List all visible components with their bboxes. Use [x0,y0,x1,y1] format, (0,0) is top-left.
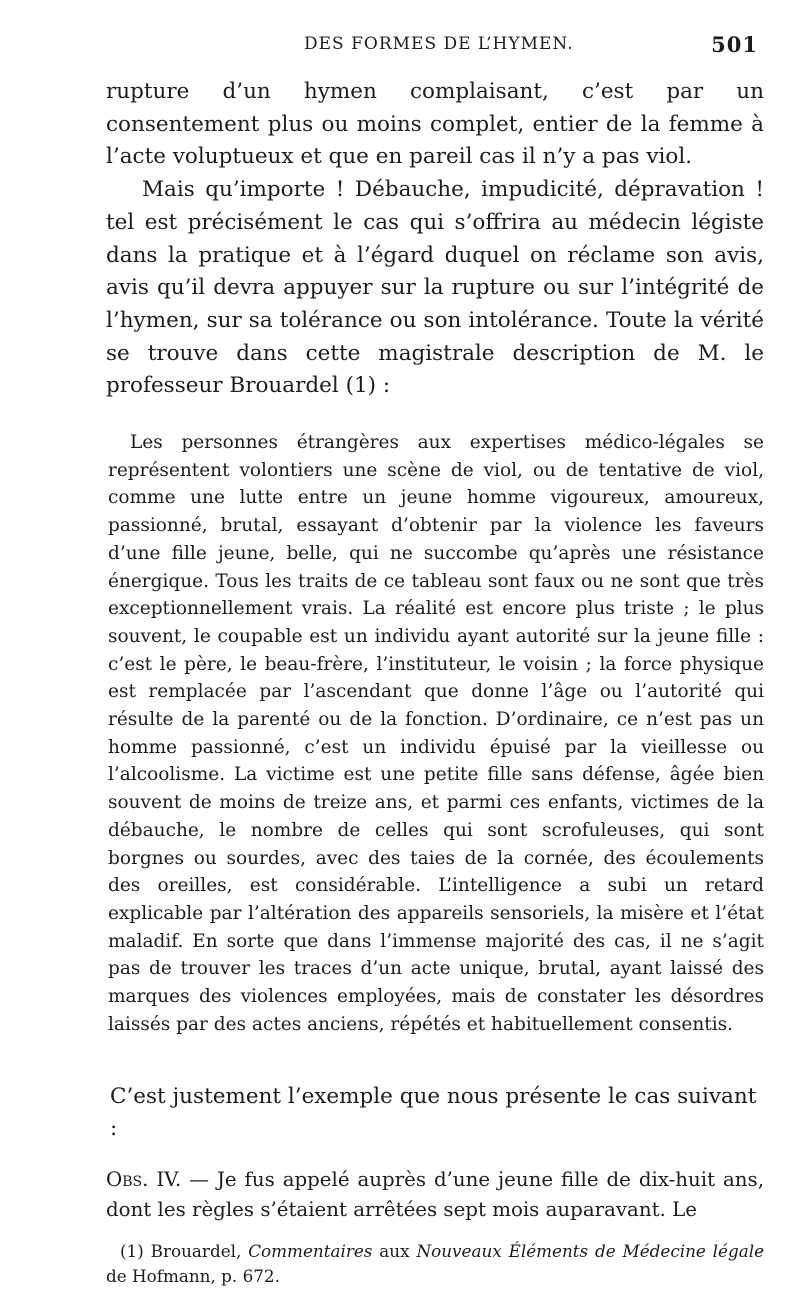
quote-text: Les personnes étrangères aux expertises médico-légales se représentent volontiers une scène de viol, ou de tentative de viol, comme une lutte entre un jeune homme vigoureux, amoureux, passionné, brutal, essayant d’obtenir par la violence les faveurs d’une fille jeune, belle, qui ne succombe qu’après une résistance énergique. Tous les traits de ce tableau sont faux ou ne sont que très exceptionnellement vrais. La réalité est encore plus triste ; le plus souvent, le coupable est un individu ayant autorité sur la jeune fille : c’est le père, le beau-frère, l’instituteur, le voisin ; la force physique est remplacée par l’ascendant que donne l’âge ou l’autorité qui résulte de la parenté ou de la fonction. D’ordinaire, ce n’est pas un homme passionné, c’est un individu épuisé par la vieillesse ou l’alcoolisme. La victime est une petite fille sans défense, âgée bien souvent de moins de treize ans, et parmi ces enfants, victimes de la débauche, le nombre de celles qui sont scrofuleuses, qui sont borgnes ou sourdes, avec des taies de la cornée, des écoulements des oreilles, est considérable. L’intelligence a subi un retard explicable par l’altération des appareils sensoriels, la misère et l’état maladif. En sorte que dans l’immense majorité des cas, il ne s’agit pas de trouver les traces d’un acte unique, brutal, ayant laissé des marques des violences employées, mais de constater les désordres laissés par des actes anciens, répétés et habituellement consentis. [108,432,764,1035]
page-number: 501 [711,32,758,57]
observation-label: Obs. IV. [106,1167,182,1191]
footnote-work-title-1: Commentaires [248,1240,373,1261]
paragraph-continuation: rupture d’un hymen complaisant, c’est par un consentement plus ou moins complet, entier de la femme à l’acte voluptueux et que en pareil cas il n’y a pas viol. [106,79,764,170]
footnote-author: Brouardel, [150,1240,242,1261]
running-header [106,34,764,64]
lead-sentence: C’est justement l’exemple que nous présente le cas suivant : [110,1083,757,1141]
paragraph: Mais qu’importe ! Débauche, impudicité, dépravation ! tel est précisément le cas qui s’offrira au médecin légiste dans la pratique et à l’égard duquel on réclame son avis, avis qu’il devra appuyer sur la rupture ou sur l’intégrité de l’hymen, sur sa tolérance ou son intolérance. Toute la vérité se trouve dans cette magistrale description de M. le professeur Brouardel (1) : [106,177,764,399]
footnote-work-title-2: Nouveaux Éléments de Médecine légale [416,1240,765,1261]
footnote-rest: de Hofmann, p. 672. [106,1265,280,1286]
observation-text: — Je fus appelé auprès d’une jeune fille de dix-huit ans, dont les règles s’étaient arrêtées sept mois auparavant. Le [106,1167,764,1221]
footnote-connector: aux [379,1240,410,1261]
observation-paragraph [106,1165,764,1225]
footnote-marker: (1) [120,1240,144,1261]
block-quote [106,429,764,1038]
footnote [106,1239,764,1289]
running-title: DES FORMES DE L’HYMEN. [304,34,574,54]
main-text [106,76,764,403]
